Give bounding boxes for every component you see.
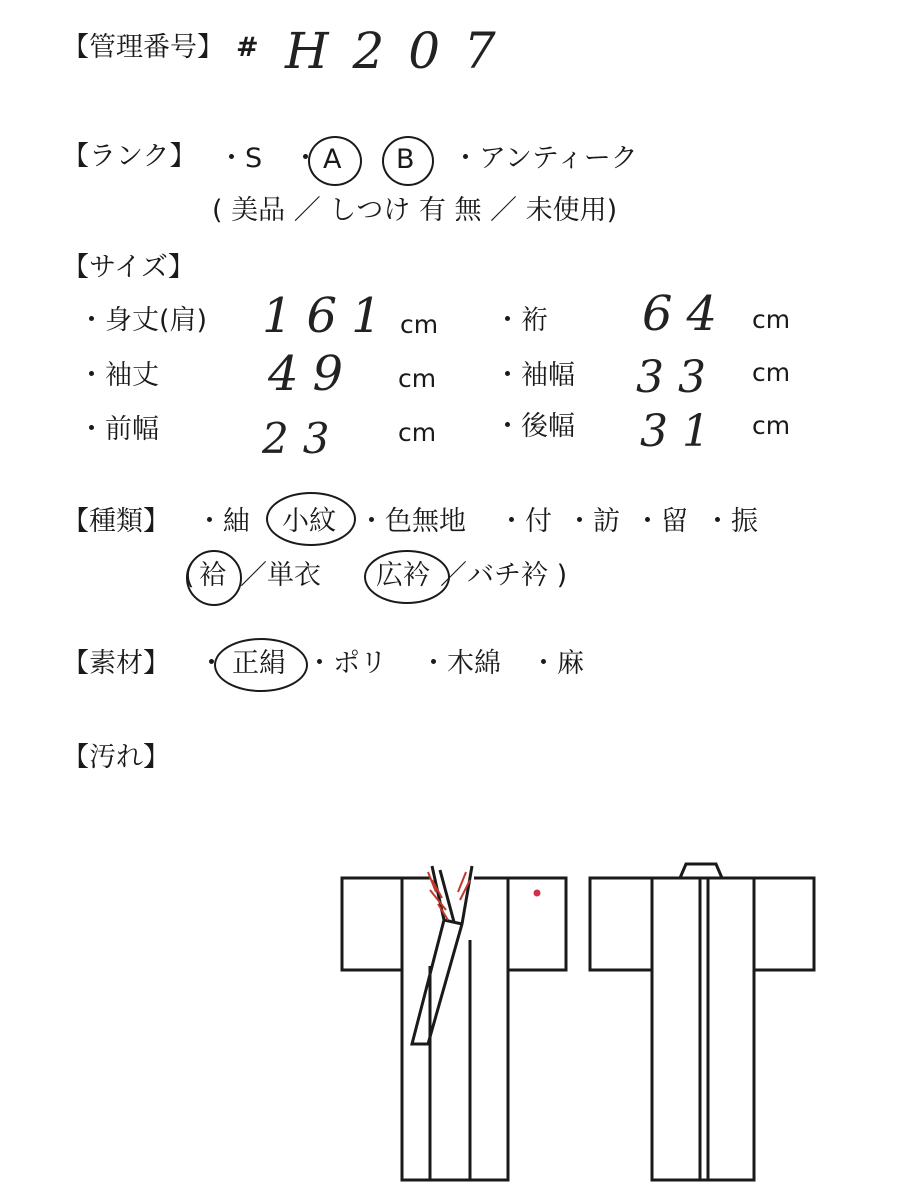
material-label: 【素材】 [62, 648, 170, 679]
kind-tsuke: ・付 [498, 506, 552, 537]
size-sleeve-width-value: 33 [636, 352, 720, 403]
kind-paren-open: ( [184, 560, 195, 591]
rank-dot: ・ [292, 143, 319, 174]
management-label: 【管理番号】 [62, 32, 224, 63]
material-cotton: ・木綿 [420, 648, 501, 679]
kimono-front-view [342, 866, 566, 1180]
size-back-width-value: 31 [640, 406, 724, 457]
kind-hiroeri: 広衿 [376, 560, 430, 591]
material-hemp: ・麻 [530, 648, 584, 679]
rank-option-s: ・S [218, 143, 263, 174]
kind-hitoe: ／単衣 [240, 560, 321, 591]
rank-option-antique: ・アンティーク [452, 143, 638, 174]
material-dot: ・ [198, 648, 225, 679]
size-front-width-unit: cm [398, 418, 437, 447]
management-value: H 2 0 7 [285, 22, 500, 80]
size-length-value: 161 [262, 288, 396, 344]
stain-label: 【汚れ】 [62, 742, 170, 773]
material-silk: 正絹 [232, 648, 286, 679]
hash-mark: # [236, 32, 259, 63]
size-front-width-value: 23 [262, 414, 344, 463]
kind-bachieri: ／バチ衿 ) [440, 560, 568, 591]
material-poly: ・ポリ [306, 648, 387, 679]
rank-option-b: B [396, 144, 415, 175]
size-back-width-unit: cm [752, 411, 791, 440]
kimono-back-view [590, 864, 814, 1180]
stain-dot [534, 890, 541, 897]
kind-tome: ・留 [634, 506, 688, 537]
kind-furi: ・振 [704, 506, 758, 537]
size-back-width-label: ・後幅 [494, 411, 575, 442]
size-sleeve-width-label: ・袖幅 [494, 360, 575, 391]
size-sleeve-length-value: 49 [268, 346, 358, 402]
rank-label: 【ランク】 [62, 141, 197, 172]
size-front-width-label: ・前幅 [78, 414, 159, 445]
rank-condition-line: ( 美品 ／ しつけ 有 無 ／ 未使用) [212, 195, 618, 226]
kind-tsumugi: ・紬 [196, 506, 250, 537]
size-length-unit: cm [400, 310, 439, 339]
size-sleeve-length-unit: cm [398, 364, 437, 393]
kind-label: 【種類】 [62, 506, 170, 537]
size-length-label: ・身丈(肩) [78, 305, 208, 336]
size-yuki-label: ・裄 [494, 305, 548, 336]
size-label: 【サイズ】 [62, 252, 195, 283]
kind-komon: 小紋 [282, 506, 336, 537]
kind-homon: ・訪 [566, 506, 620, 537]
kind-iromuji: ・色無地 [358, 506, 466, 537]
size-yuki-unit: cm [752, 305, 791, 334]
size-yuki-value: 64 [642, 286, 732, 342]
rank-option-a: A [323, 144, 342, 175]
size-sleeve-length-label: ・袖丈 [78, 360, 159, 391]
size-sleeve-width-unit: cm [752, 358, 791, 387]
kind-awase: 袷 [199, 560, 226, 591]
